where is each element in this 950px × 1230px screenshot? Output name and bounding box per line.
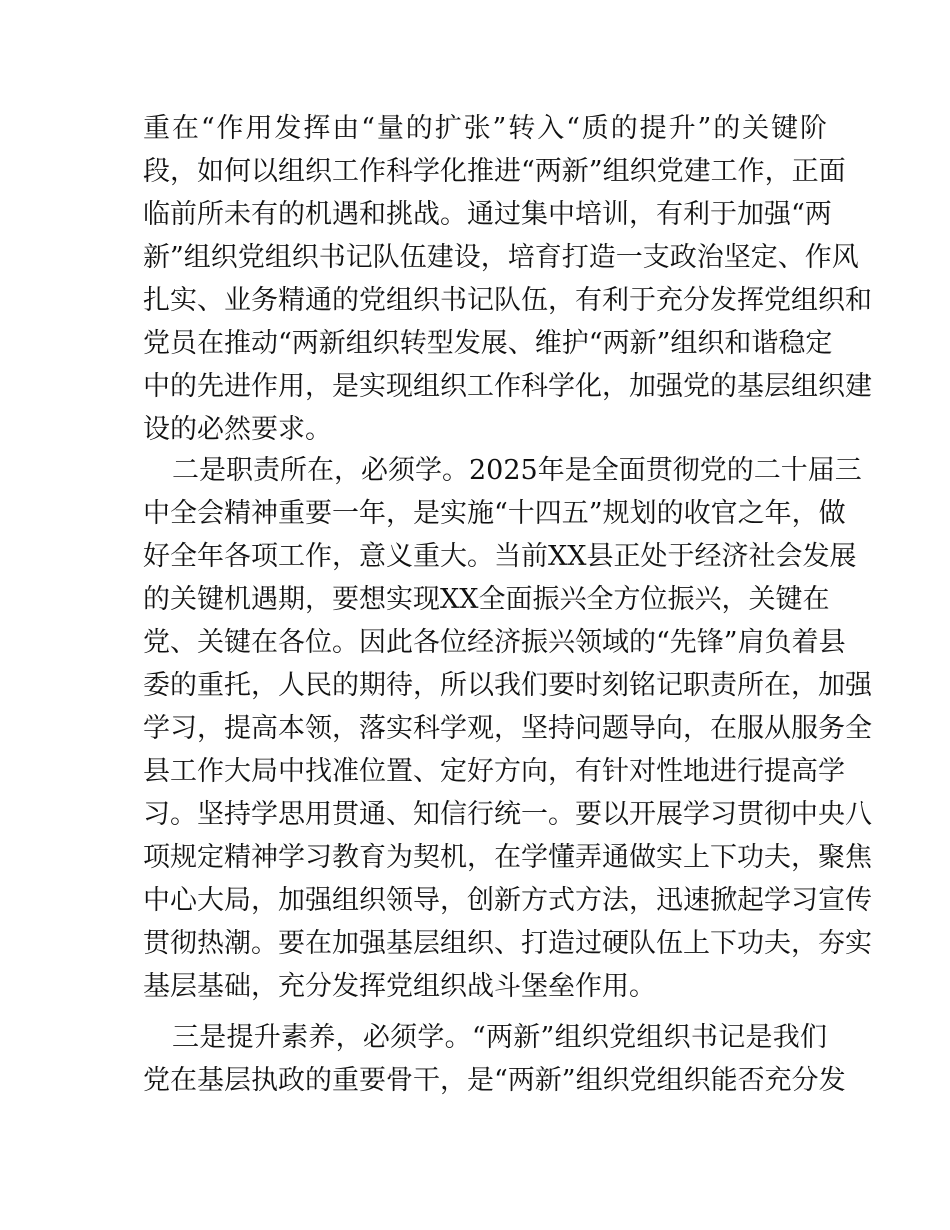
text-line: 扎实、业务精通的党组织书记队伍，有利于充分发挥党组织和 bbox=[143, 285, 872, 316]
text-line: 重在“作用发挥由“量的扩张”转入“质的提升”的关键阶 bbox=[143, 113, 827, 144]
text-line: 二是职责所在，必须学。2025年是全面贯彻党的二十届三 bbox=[172, 455, 862, 486]
text-line: 基层基础，充分发挥党组织战斗堡垒作用。 bbox=[143, 971, 656, 1002]
text-line: 新”组织党组织书记队伍建设，培育打造一支政治坚定、作风 bbox=[143, 242, 859, 273]
text-line: 学习，提高本领，落实科学观，坚持问题导向，在服从服务全 bbox=[143, 713, 872, 744]
text-line: 中心大局，加强组织领导，创新方式方法，迅速掀起学习宣传 bbox=[143, 885, 872, 916]
text-line: 的关键机遇期，要想实现XX全面振兴全方位振兴，关键在 bbox=[143, 584, 830, 615]
text-line: 中的先进作用，是实现组织工作科学化，加强党的基层组织建 bbox=[143, 371, 872, 402]
paragraph-2 bbox=[143, 449, 872, 1008]
text-line: 三是提升素养，必须学。“两新”组织党组织书记是我们 bbox=[172, 1022, 827, 1053]
text-line: 习。坚持学思用贯通、知信行统一。要以开展学习贯彻中央八 bbox=[143, 799, 872, 830]
text-line: 党、关键在各位。因此各位经济振兴领域的“先锋”肩负着县 bbox=[143, 627, 846, 658]
paragraph-1 bbox=[143, 107, 872, 451]
paragraph-3 bbox=[143, 1016, 846, 1102]
text-line: 项规定精神学习教育为契机，在学懂弄通做实上下功夫，聚焦 bbox=[143, 842, 872, 873]
text-line: 段，如何以组织工作科学化推进“两新”组织党建工作，正面 bbox=[143, 156, 846, 187]
text-line: 党员在推动“两新组织转型发展、维护“两新”组织和谐稳定 bbox=[143, 328, 833, 359]
text-line: 委的重托，人民的期待，所以我们要时刻铭记职责所在，加强 bbox=[143, 670, 872, 701]
text-line: 党在基层执政的重要骨干，是“两新”组织党组织能否充分发 bbox=[143, 1065, 846, 1096]
text-line: 县工作大局中找准位置、定好方向，有针对性地进行提高学 bbox=[143, 756, 845, 787]
text-line: 中全会精神重要一年，是实施“十四五”规划的收官之年，做 bbox=[143, 498, 846, 529]
text-line: 贯彻热潮。要在加强基层组织、打造过硬队伍上下功夫，夯实 bbox=[143, 928, 872, 959]
text-line: 好全年各项工作，意义重大。当前XX县正处于经济社会发展 bbox=[143, 541, 857, 572]
text-line: 临前所未有的机遇和挑战。通过集中培训，有利于加强“两 bbox=[143, 199, 832, 230]
text-line: 设的必然要求。 bbox=[143, 414, 332, 445]
